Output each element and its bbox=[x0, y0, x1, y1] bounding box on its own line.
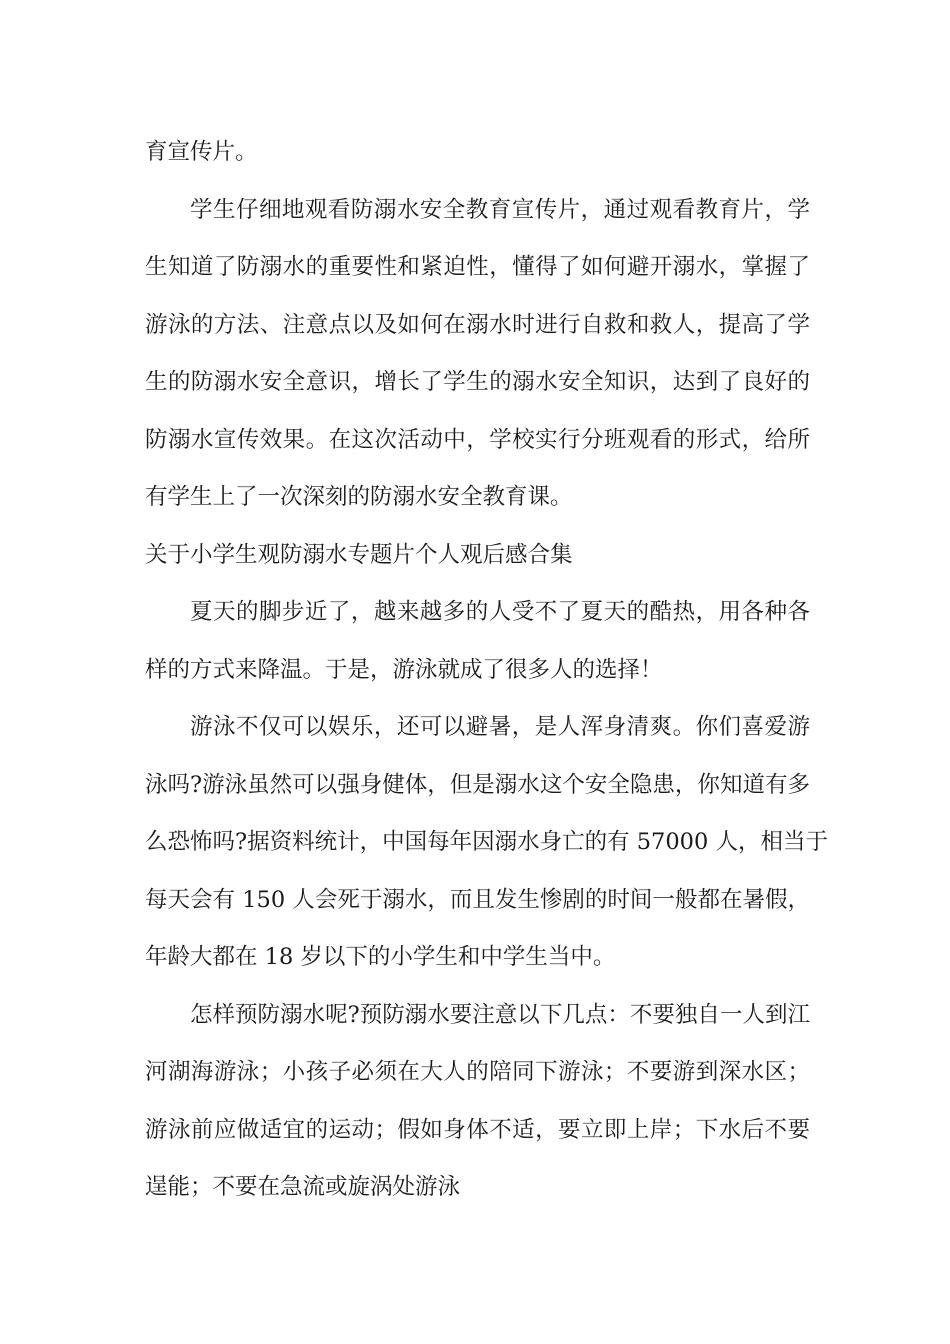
text-line: 生的防溺水安全意识，增长了学生的溺水安全知识，达到了良好的 bbox=[145, 369, 810, 395]
document-body bbox=[145, 124, 828, 1217]
text-line: 育宣传片。 bbox=[145, 139, 258, 165]
text-line: 河湖海游泳；小孩子必须在大人的陪同下游泳；不要游到深水区； bbox=[145, 1059, 810, 1085]
text-line: 防溺水宣传效果。在这次活动中，学校实行分班观看的形式，给所 bbox=[145, 426, 810, 453]
text-line: 逞能；不要在急流或旋涡处游泳 bbox=[145, 1174, 461, 1200]
text-line: 生知道了防溺水的重要性和紧迫性，懂得了如何避开溺水，掌握了 bbox=[145, 254, 810, 280]
text-line: 游泳不仅可以娱乐，还可以避暑，是人浑身清爽。你们喜爱游 bbox=[190, 714, 810, 740]
text-line: 样的方式来降温。于是，游泳就成了很多人的选择！ bbox=[145, 656, 663, 683]
text-line: 每天会有 150 人会死于溺水，而且发生惨剧的时间一般都在暑假， bbox=[145, 886, 810, 913]
text-line: 学生仔细地观看防溺水安全教育宣传片，通过观看教育片，学 bbox=[190, 196, 810, 223]
text-line: 夏天的脚步近了，越来越多的人受不了夏天的酷热，用各种各 bbox=[190, 599, 810, 625]
text-line: 有学生上了一次深刻的防溺水安全教育课。 bbox=[145, 484, 573, 510]
text-line: 关于小学生观防溺水专题片个人观后感合集 bbox=[145, 541, 573, 568]
text-line: 年龄大都在 18 岁以下的小学生和中学生当中。 bbox=[145, 944, 616, 970]
text-line: 怎样预防溺水呢?预防溺水要注意以下几点：不要独自一人到江 bbox=[190, 1001, 810, 1028]
text-line: 么恐怖吗?据资料统计，中国每年因溺水身亡的有 57000 人，相当于 bbox=[145, 829, 828, 855]
text-line: 游泳前应做适宜的运动；假如身体不适，要立即上岸；下水后不要 bbox=[145, 1116, 810, 1143]
text-line: 游泳的方法、注意点以及如何在溺水时进行自救和救人，提高了学 bbox=[145, 311, 810, 338]
text-line: 泳吗?游泳虽然可以强身健体，但是溺水这个安全隐患，你知道有多 bbox=[145, 771, 810, 798]
